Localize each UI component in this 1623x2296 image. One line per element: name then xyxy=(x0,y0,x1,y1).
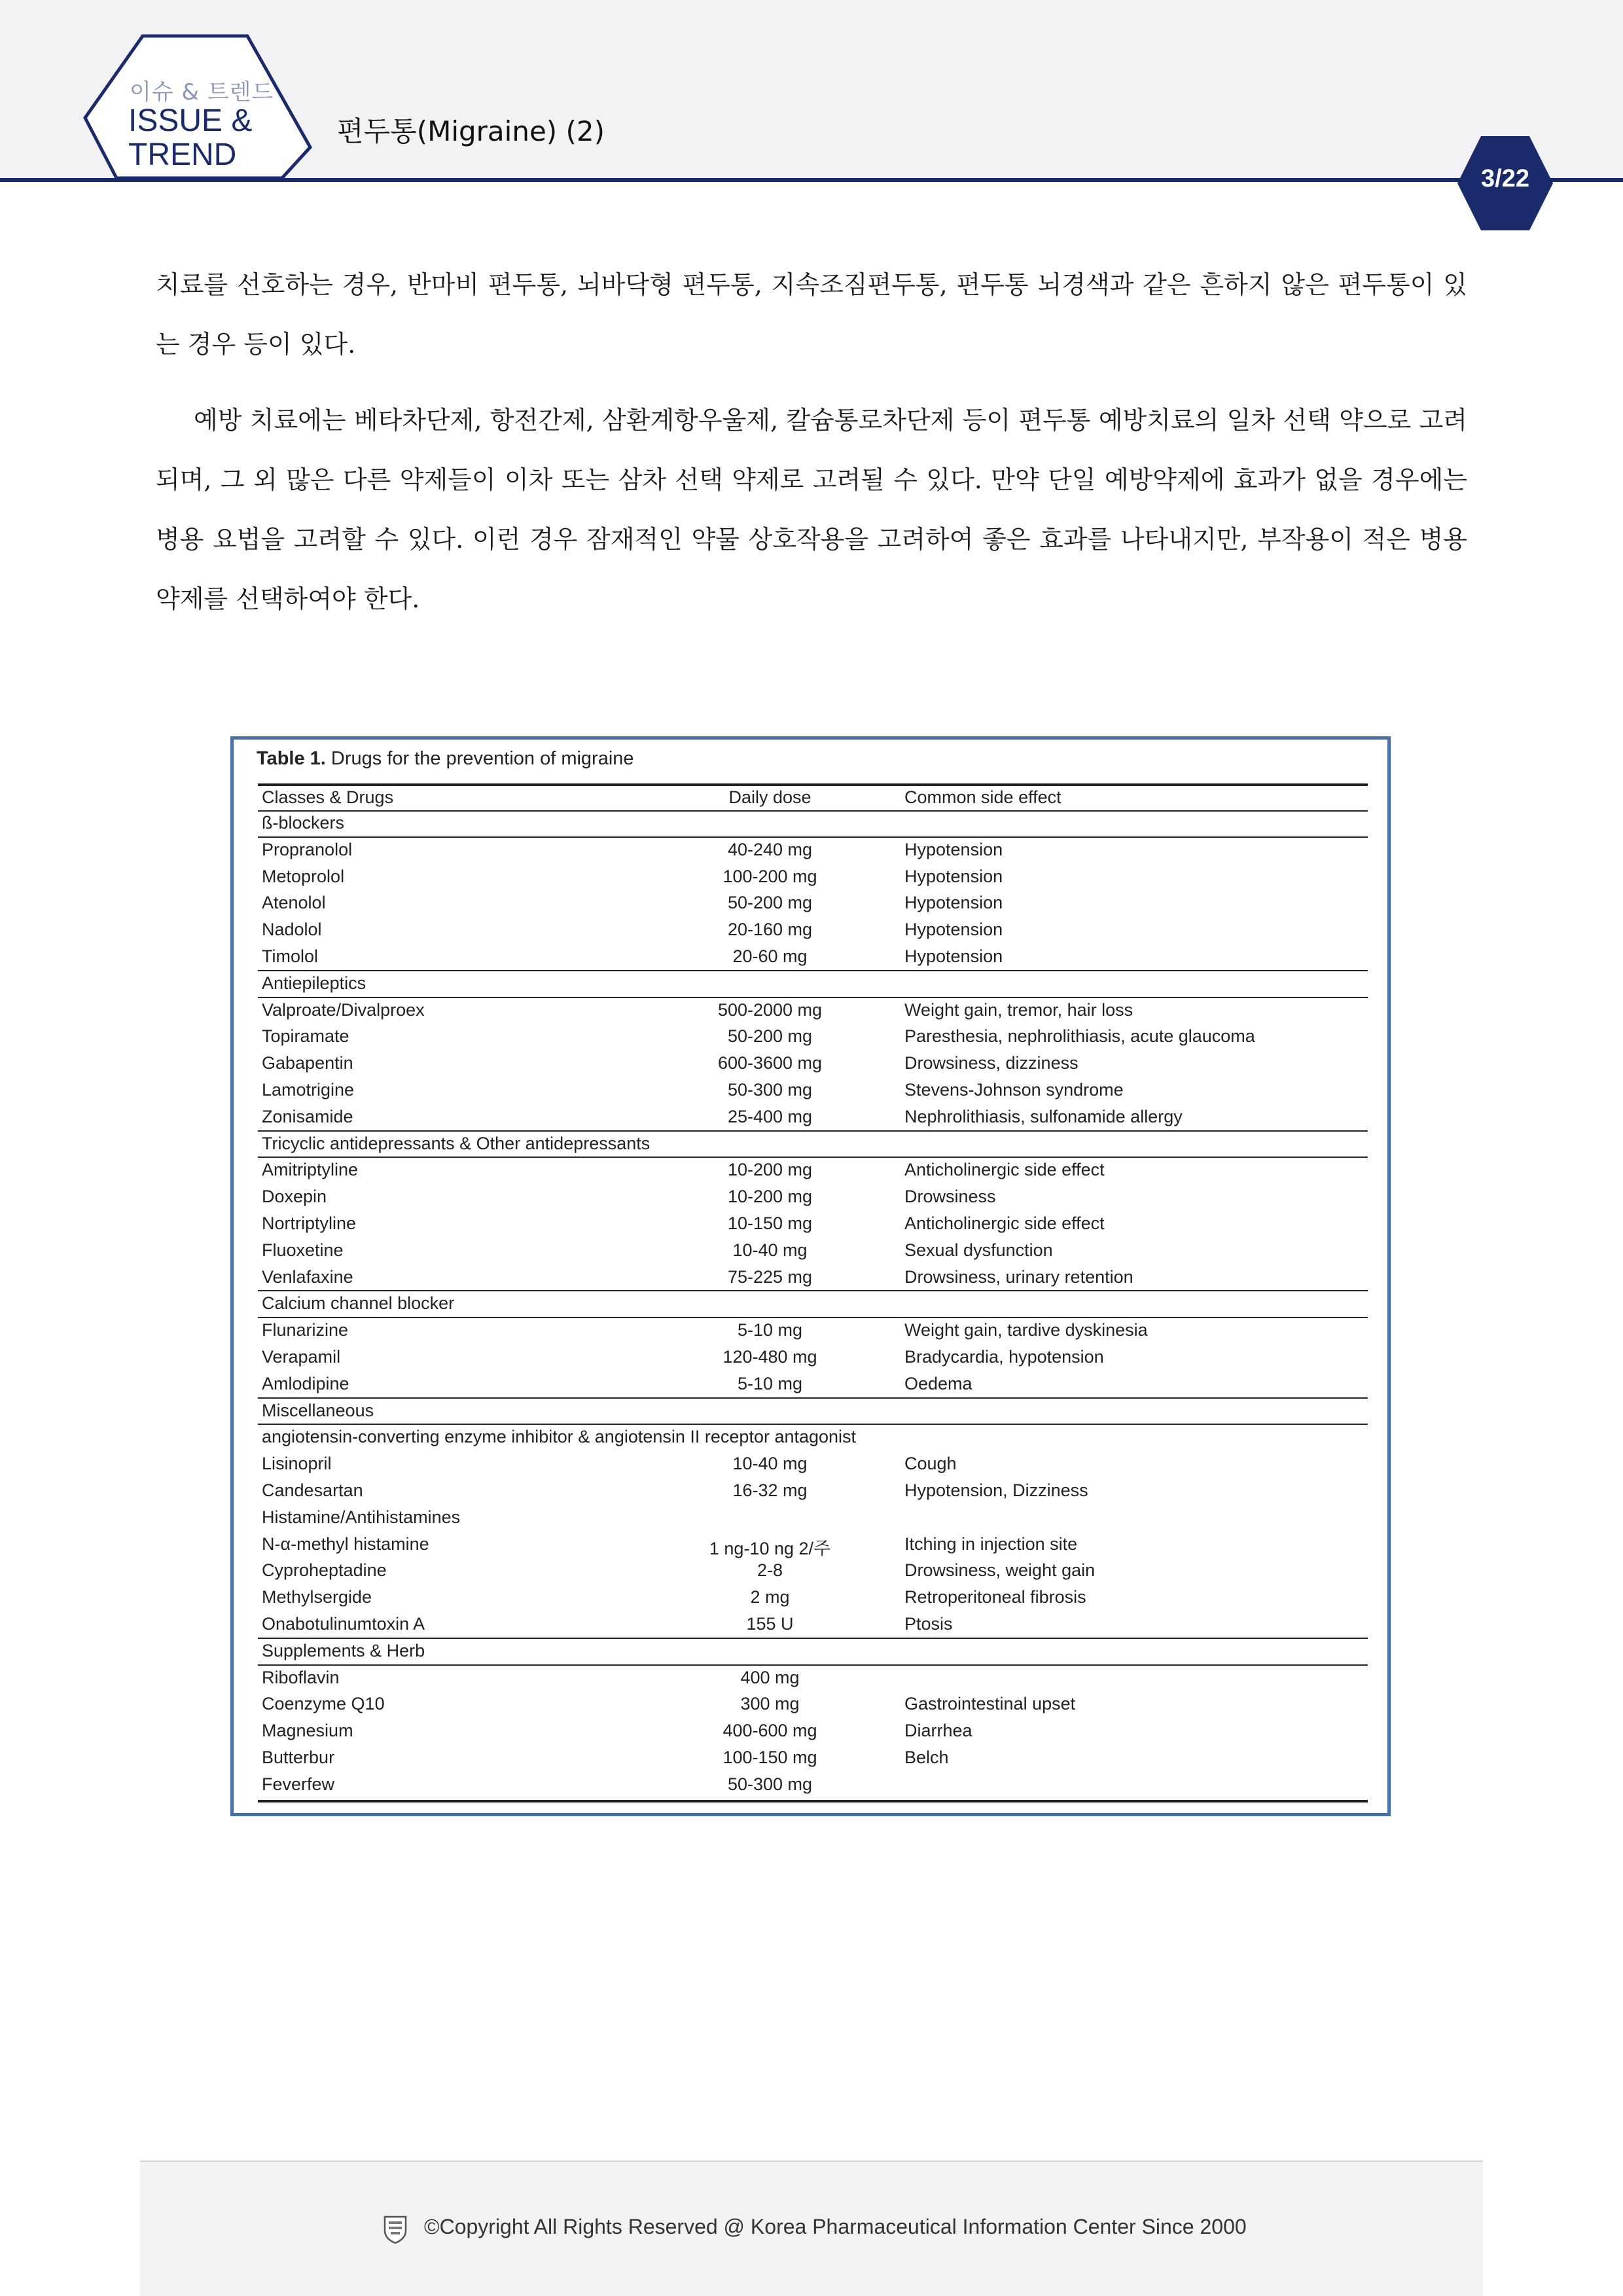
side-effect-cell: Weight gain, tremor, hair loss xyxy=(904,999,1133,1020)
dose-cell: 5-10 mg xyxy=(737,1320,803,1340)
side-effect-cell: Drowsiness, urinary retention xyxy=(904,1266,1133,1287)
table-header-row xyxy=(258,785,1368,812)
table-row xyxy=(258,890,1368,917)
drug-cell: Riboflavin xyxy=(262,1667,340,1687)
side-effect-cell: Hypotension xyxy=(904,946,1003,966)
table-row xyxy=(258,1665,1368,1692)
table-group-row xyxy=(258,810,1368,837)
dose-cell: 50-300 mg xyxy=(727,1774,813,1794)
page-title: 편두통(Migraine) (2) xyxy=(337,115,605,147)
table-row xyxy=(258,1211,1368,1238)
table-row xyxy=(258,837,1368,864)
drug-cell: Propranolol xyxy=(262,839,353,859)
footer-copyright: ©Copyright All Rights Reserved @ Korea Pharmaceutical Information Center Since 2000 xyxy=(424,2215,1247,2238)
dose-cell: 2 mg xyxy=(750,1587,790,1607)
table-row xyxy=(258,1718,1368,1745)
body-paragraph-2: 예방 치료에는 베타차단제, 항전간제, 삼환계항우울제, 칼슘통로차단제 등이 편두통 예방치료의 일차 선택 약으로 고려되며, 그 외 많은 다른 약제들이 이차 또는 삼차 선택 약제로 고려될 수 있다. 만약 단일 예방약제에 효과가 없을 경우에는 병용 요법을 고려할 수 있다. 이런 경우 잠재적인 약물 상호작용을 고려하여 좋은 효과를 나타내지만, 부작용이 적은 병용 약제를 선택하여야 한다. xyxy=(156,406,1467,613)
drug-cell: Amitriptyline xyxy=(262,1160,359,1180)
drug-cell: Venlafaxine xyxy=(262,1266,353,1287)
dose-cell: 155 U xyxy=(746,1614,794,1634)
drug-cell: N-α-methyl histamine xyxy=(262,1534,429,1554)
side-effect-cell: Oedema xyxy=(904,1373,972,1393)
side-effect-cell: Cough xyxy=(904,1454,957,1474)
drug-cell: Atenolol xyxy=(262,893,326,913)
drug-cell: Timolol xyxy=(262,946,319,966)
side-effect-cell: Diarrhea xyxy=(904,1721,972,1741)
table-row xyxy=(258,1024,1368,1050)
drug-cell: Calcium channel blocker xyxy=(262,1293,455,1314)
table-row xyxy=(258,1104,1368,1131)
table-row xyxy=(258,917,1368,944)
dose-cell: 300 mg xyxy=(740,1694,800,1714)
table-caption xyxy=(257,748,634,770)
dose-cell: 500-2000 mg xyxy=(717,999,823,1020)
table-header-cell: Daily dose xyxy=(728,787,812,807)
drug-cell: angiotensin-converting enzyme inhibitor & angiotensin II receptor antagonist xyxy=(262,1427,857,1447)
table-row xyxy=(258,1585,1368,1611)
dose-cell: 400-600 mg xyxy=(722,1721,817,1741)
table-bottom-border xyxy=(258,1800,1368,1803)
drug-cell: Lamotrigine xyxy=(262,1080,355,1100)
drug-cell: Nortriptyline xyxy=(262,1213,357,1233)
table-row xyxy=(258,1691,1368,1718)
dose-cell: 400 mg xyxy=(740,1667,800,1687)
drug-cell: Candesartan xyxy=(262,1480,363,1500)
dose-cell: 10-150 mg xyxy=(727,1213,813,1233)
dose-cell: 5-10 mg xyxy=(737,1373,803,1393)
dose-cell: 10-200 mg xyxy=(727,1187,813,1207)
drug-cell: Tricyclic antidepressants & Other antidepressants xyxy=(262,1133,651,1153)
side-effect-cell: Hypotension xyxy=(904,920,1003,940)
table-header-cell: Classes & Drugs xyxy=(262,787,394,807)
drug-cell: Magnesium xyxy=(262,1721,353,1741)
drug-cell: Fluoxetine xyxy=(262,1240,344,1260)
dose-cell: 10-40 mg xyxy=(732,1240,808,1260)
side-effect-cell: Drowsiness, dizziness xyxy=(904,1053,1079,1073)
table-row xyxy=(258,1184,1368,1211)
side-effect-cell: Gastrointestinal upset xyxy=(904,1694,1076,1714)
drug-cell: Histamine/Antihistamines xyxy=(262,1507,461,1527)
drug-cell: Coenzyme Q10 xyxy=(262,1694,385,1714)
table-group-row xyxy=(258,1131,1368,1158)
table-row xyxy=(258,1077,1368,1104)
dose-cell: 25-400 mg xyxy=(727,1106,813,1126)
side-effect-cell: Ptosis xyxy=(904,1614,953,1634)
table-caption-label: Table 1. xyxy=(257,748,326,769)
side-effect-cell: Sexual dysfunction xyxy=(904,1240,1053,1260)
side-effect-cell: Itching in injection site xyxy=(904,1534,1078,1554)
dose-cell: 20-160 mg xyxy=(727,920,813,940)
side-effect-cell: Weight gain, tardive dyskinesia xyxy=(904,1320,1148,1340)
table-row xyxy=(258,1478,1368,1505)
drug-cell: Antiepileptics xyxy=(262,973,366,993)
table-group-row xyxy=(258,1638,1368,1665)
dose-cell: 50-300 mg xyxy=(727,1080,813,1100)
side-effect-cell: Anticholinergic side effect xyxy=(904,1160,1105,1180)
table-group-row xyxy=(258,971,1368,997)
drug-cell: Amlodipine xyxy=(262,1373,349,1393)
table-row xyxy=(258,1371,1368,1398)
table-row xyxy=(258,1344,1368,1371)
table-row xyxy=(258,1238,1368,1265)
drug-cell: Cyproheptadine xyxy=(262,1560,387,1581)
kpic-shield-icon xyxy=(383,2215,408,2244)
drug-cell: Zonisamide xyxy=(262,1106,353,1126)
drug-cell: Methylsergide xyxy=(262,1587,372,1607)
emblem-korean-label: 이슈 & 트렌드 xyxy=(130,79,274,105)
table-row xyxy=(258,1451,1368,1478)
drug-cell: Gabapentin xyxy=(262,1053,353,1073)
drug-cell: Doxepin xyxy=(262,1187,327,1207)
drug-cell: Miscellaneous xyxy=(262,1400,374,1420)
dose-cell: 600-3600 mg xyxy=(717,1053,823,1073)
side-effect-cell: Drowsiness, weight gain xyxy=(904,1560,1096,1581)
dose-cell: 100-200 mg xyxy=(722,866,817,886)
dose-cell: 20-60 mg xyxy=(732,946,808,966)
drug-cell: Onabotulinumtoxin A xyxy=(262,1614,425,1634)
side-effect-cell: Paresthesia, nephrolithiasis, acute glaucoma xyxy=(904,1026,1255,1047)
body-paragraph-1: 치료를 선호하는 경우, 반마비 편두통, 뇌바닥형 편두통, 지속조짐편두통, 편두통 뇌경색과 같은 흔하지 않은 편두통이 있는 경우 등이 있다. xyxy=(156,270,1467,359)
dose-cell: 75-225 mg xyxy=(727,1266,813,1287)
drug-cell: Lisinopril xyxy=(262,1454,332,1474)
drug-cell: Verapamil xyxy=(262,1347,341,1367)
dose-cell: 10-200 mg xyxy=(727,1160,813,1180)
table-row xyxy=(258,1050,1368,1077)
dose-cell: 16-32 mg xyxy=(732,1480,808,1500)
table-row xyxy=(258,864,1368,891)
dose-cell: 50-200 mg xyxy=(727,893,813,913)
table-group-row xyxy=(258,1424,1368,1451)
drug-cell: Metoprolol xyxy=(262,866,345,886)
drug-cell: Butterbur xyxy=(262,1748,335,1767)
side-effect-cell: Nephrolithiasis, sulfonamide allergy xyxy=(904,1106,1183,1126)
drug-cell: Nadolol xyxy=(262,920,322,940)
drug-cell: Flunarizine xyxy=(262,1320,349,1340)
table-group-row xyxy=(258,1291,1368,1318)
table-group-row xyxy=(258,1398,1368,1425)
table-row xyxy=(258,1532,1368,1558)
side-effect-cell: Hypotension xyxy=(904,839,1003,859)
side-effect-cell: Hypotension, Dizziness xyxy=(904,1480,1088,1500)
side-effect-cell: Belch xyxy=(904,1748,949,1767)
drug-cell: Topiramate xyxy=(262,1026,349,1047)
page-number: 3/22 xyxy=(1481,165,1529,192)
side-effect-cell: Hypotension xyxy=(904,893,1003,913)
side-effect-cell: Hypotension xyxy=(904,866,1003,886)
drug-cell: Valproate/Divalproex xyxy=(262,999,425,1020)
table-row xyxy=(258,944,1368,971)
table-row xyxy=(258,1318,1368,1344)
table-row xyxy=(258,997,1368,1024)
side-effect-cell: Bradycardia, hypotension xyxy=(904,1347,1104,1367)
table-row xyxy=(258,1772,1368,1799)
dose-cell: 1 ng-10 ng 2/주 xyxy=(709,1538,831,1558)
table-row xyxy=(258,1265,1368,1291)
emblem-trend-label: TREND xyxy=(128,137,237,172)
side-effect-cell: Anticholinergic side effect xyxy=(904,1213,1105,1233)
dose-cell: 40-240 mg xyxy=(727,839,813,859)
table-row xyxy=(258,1558,1368,1585)
dose-cell: 50-200 mg xyxy=(727,1026,813,1047)
table-header-cell: Common side effect xyxy=(904,787,1061,807)
table-row xyxy=(258,1745,1368,1772)
side-effect-cell: Stevens-Johnson syndrome xyxy=(904,1080,1124,1100)
side-effect-cell: Retroperitoneal fibrosis xyxy=(904,1587,1086,1607)
table-row xyxy=(258,1157,1368,1184)
drug-cell: Feverfew xyxy=(262,1774,335,1794)
table-row xyxy=(258,1611,1368,1638)
drug-cell: Supplements & Herb xyxy=(262,1640,425,1660)
dose-cell: 10-40 mg xyxy=(732,1454,808,1474)
side-effect-cell: Drowsiness xyxy=(904,1187,996,1207)
table-caption-text: Drugs for the prevention of migraine xyxy=(330,748,634,769)
table-group-row xyxy=(258,1505,1368,1532)
dose-cell: 120-480 mg xyxy=(722,1347,817,1367)
dose-cell: 2-8 xyxy=(757,1560,783,1581)
drug-cell: ß-blockers xyxy=(262,813,345,833)
emblem-issue-label: ISSUE & xyxy=(128,103,253,138)
dose-cell: 100-150 mg xyxy=(722,1748,817,1767)
